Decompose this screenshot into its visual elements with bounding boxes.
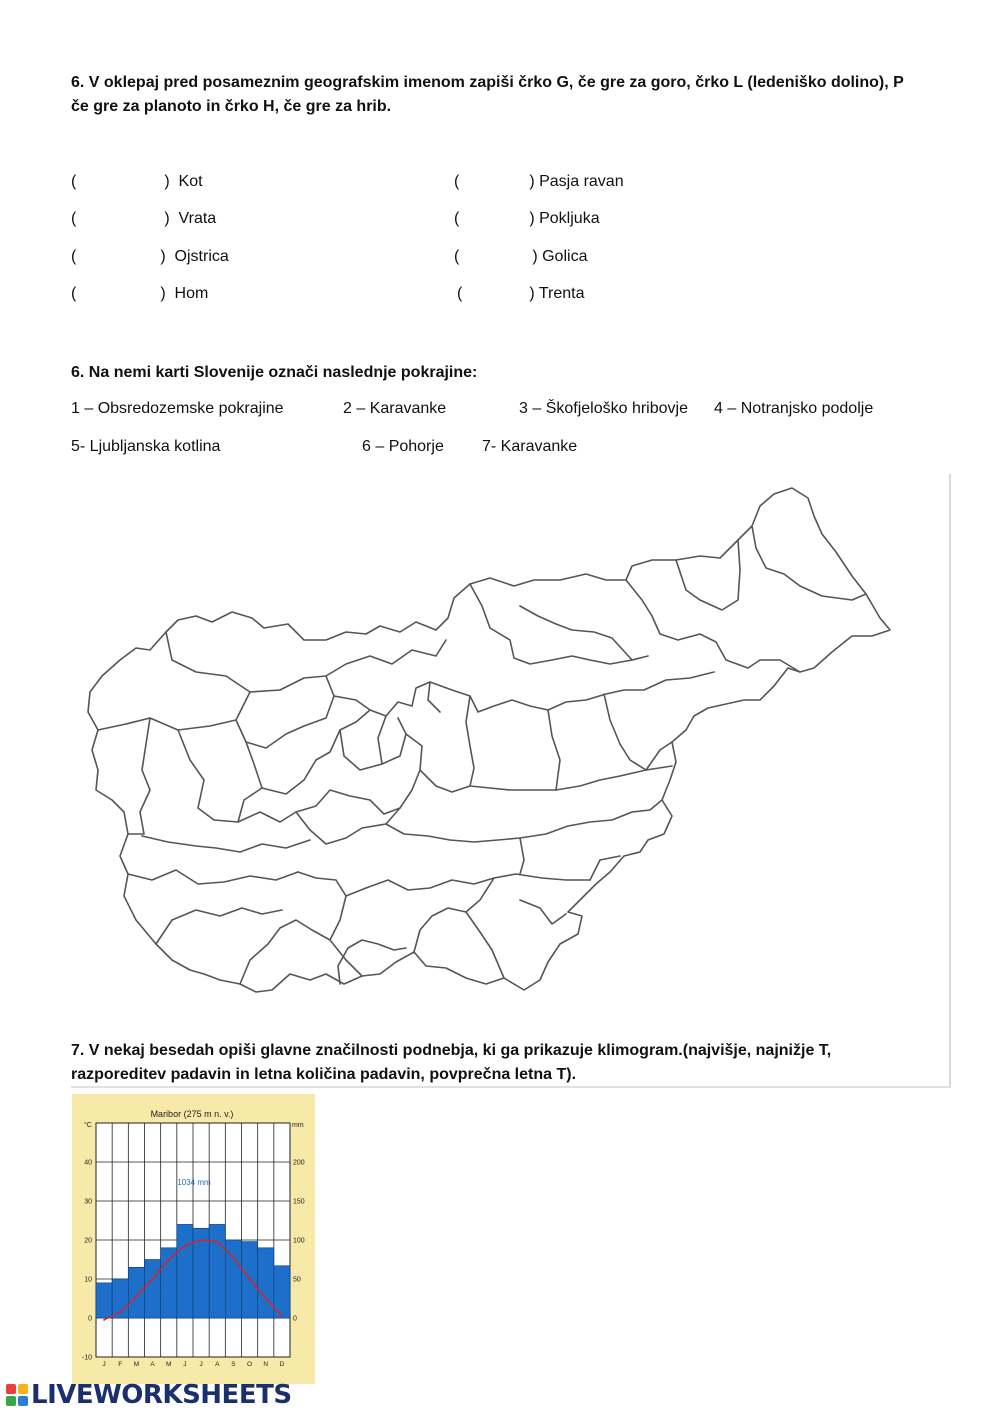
list-item[interactable]: ( ) Golica — [454, 248, 588, 265]
legend-item: 5- Ljubljanska kotlina — [71, 438, 221, 455]
temperature-point — [249, 1278, 251, 1280]
logo-square — [6, 1396, 16, 1406]
month-label: A — [150, 1361, 155, 1368]
place-name: Golica — [542, 248, 588, 265]
question-7-text — [71, 1039, 831, 1087]
month-label: N — [263, 1361, 269, 1368]
temperature-point — [136, 1296, 138, 1298]
right-tick-label: 100 — [293, 1237, 305, 1245]
legend-item: 3 – Škofjeloško hribovje — [519, 400, 688, 417]
chart-title: Maribor (275 m n. v.) — [150, 1109, 234, 1119]
temperature-point — [200, 1239, 202, 1241]
temperature-point — [216, 1241, 218, 1243]
question-6b-title: 6. Na nemi karti Slovenije označi naslednje pokrajine: — [71, 364, 478, 381]
place-name: Kot — [178, 173, 203, 190]
month-label: O — [247, 1361, 253, 1368]
logo-mark-icon — [6, 1384, 28, 1406]
left-tick-label: 10 — [84, 1276, 92, 1284]
climograph — [72, 1094, 315, 1384]
month-label: J — [183, 1361, 187, 1368]
precipitation-bar — [96, 1283, 112, 1318]
right-tick-label: 150 — [293, 1198, 305, 1206]
right-tick-label: 0 — [293, 1315, 297, 1323]
month-label: M — [166, 1361, 172, 1368]
question-7-line-1: 7. V nekaj besedah opiši glavne značilnosti podnebja, ki ga prikazuje klimogram.(najvišje, najnižje T, — [71, 1042, 832, 1059]
left-tick-label: 20 — [84, 1237, 92, 1245]
logo-text: LIVEWORKSHEETS — [31, 1380, 292, 1410]
list-item[interactable]: ( ) Kot — [71, 173, 203, 190]
annual-precipitation-label: 1034 mm — [177, 1178, 211, 1187]
place-name: Vrata — [178, 210, 217, 227]
precipitation-bar — [177, 1224, 193, 1318]
place-name: Ojstrica — [174, 248, 229, 265]
month-label: S — [231, 1361, 236, 1368]
logo-square — [18, 1396, 28, 1406]
left-tick-label: 40 — [84, 1159, 92, 1167]
list-item[interactable]: ( ) Pasja ravan — [454, 173, 624, 190]
place-name: Pokljuka — [539, 210, 600, 227]
logo-square — [18, 1384, 28, 1394]
legend-item: 4 – Notranjsko podolje — [714, 400, 874, 417]
question-6a-line-1: 6. V oklepaj pred posameznim geografskim imenom zapiši črko G, če gre za goro, črko L (ledeniško dolino), P — [71, 74, 904, 91]
left-axis-label: °C — [84, 1122, 92, 1129]
climograph-chart — [72, 1094, 315, 1384]
country-outline — [88, 488, 890, 992]
left-tick-label: 0 — [88, 1315, 92, 1323]
temperature-point — [168, 1259, 170, 1261]
temperature-point — [184, 1245, 186, 1247]
precipitation-bar — [128, 1267, 144, 1318]
slovenia-blank-map[interactable] — [71, 474, 951, 1088]
place-name: Trenta — [538, 285, 585, 302]
list-item[interactable]: ( ) Trenta — [457, 285, 585, 302]
list-item[interactable]: ( ) Hom — [71, 285, 209, 302]
list-item[interactable]: ( ) Pokljuka — [454, 210, 600, 227]
temperature-point — [119, 1311, 121, 1313]
liveworksheets-logo[interactable] — [6, 1380, 292, 1410]
legend-item: 7- Karavanke — [482, 438, 578, 455]
temperature-point — [103, 1319, 105, 1321]
month-label: M — [133, 1361, 140, 1368]
precipitation-bar — [258, 1248, 274, 1318]
temperature-point — [281, 1315, 283, 1317]
month-label: J — [102, 1361, 106, 1368]
temperature-point — [152, 1278, 154, 1280]
legend-item: 2 – Karavanke — [343, 400, 447, 417]
temperature-point — [265, 1298, 267, 1300]
list-item[interactable]: ( ) Ojstrica — [71, 248, 229, 265]
right-axis-label: mm — [292, 1122, 304, 1129]
question-7-line-2: razporeditev padavin in letna količina padavin, povprečna letna T). — [71, 1066, 577, 1083]
month-label: D — [279, 1361, 285, 1368]
legend-item: 6 – Pohorje — [362, 438, 444, 455]
legend-item: 1 – Obsredozemske pokrajine — [71, 400, 284, 417]
left-tick-label: -10 — [81, 1354, 92, 1362]
right-tick-label: 50 — [293, 1276, 301, 1284]
month-label: J — [199, 1361, 203, 1368]
place-name: Pasja ravan — [539, 173, 624, 190]
precipitation-bar — [161, 1248, 177, 1318]
list-item[interactable]: ( ) Vrata — [71, 210, 217, 227]
question-6a-line-2: če gre za planoto in črko H, če gre za hrib. — [71, 98, 392, 115]
slovenia-map-drawing[interactable] — [71, 474, 949, 1086]
precipitation-bar — [145, 1260, 161, 1319]
temperature-point — [233, 1257, 235, 1259]
month-label: F — [118, 1361, 123, 1368]
question-6a-text — [71, 71, 904, 119]
logo-square — [6, 1384, 16, 1394]
month-label: A — [215, 1361, 220, 1368]
left-tick-label: 30 — [84, 1198, 92, 1206]
place-name: Hom — [174, 285, 209, 302]
precipitation-bar — [209, 1224, 225, 1318]
right-tick-label: 200 — [293, 1159, 305, 1167]
